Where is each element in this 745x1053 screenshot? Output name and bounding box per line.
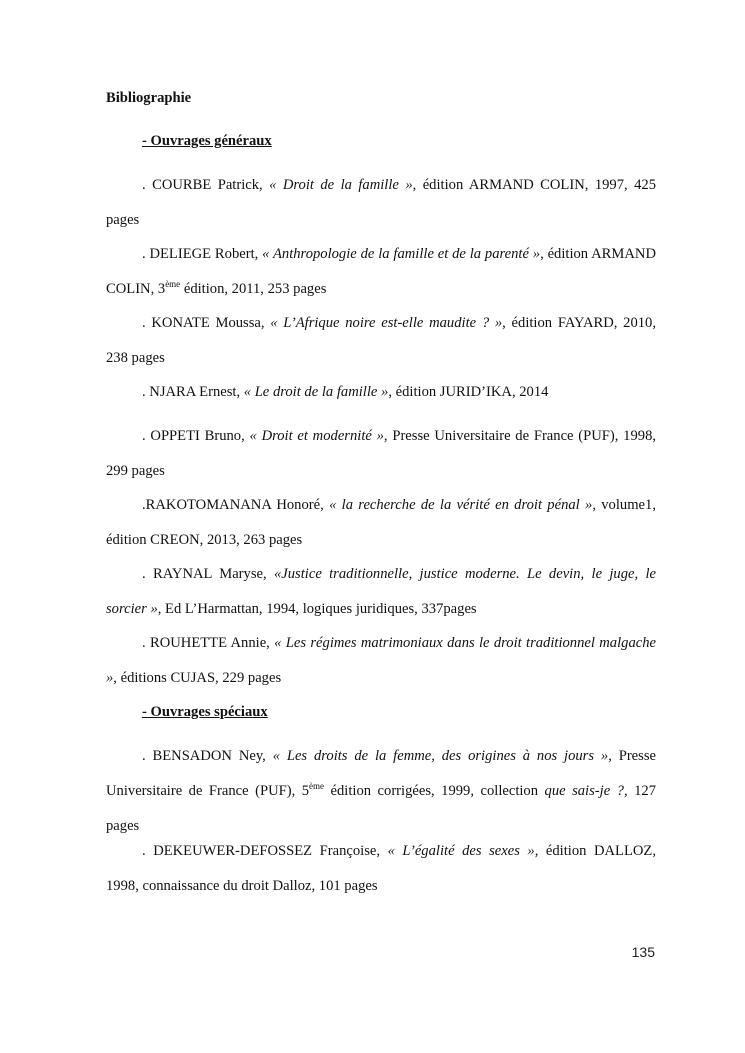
section-title-general: - Ouvrages généraux: [142, 133, 272, 149]
page-number: 135: [631, 944, 655, 960]
bibliography-entry: . COURBE Patrick, « Droit de la famille », édition ARMAND COLIN, 1997, 425 pages: [106, 177, 656, 228]
page-heading: Bibliographie: [106, 90, 192, 106]
section-title-special: - Ouvrages spéciaux: [142, 704, 268, 720]
bibliography-entry: . DEKEUWER-DEFOSSEZ Françoise, « L’égalité des sexes », édition DALLOZ, 1998, connaissance du droit Dalloz, 101 pages: [106, 843, 656, 894]
bibliography-entry: . DELIEGE Robert, « Anthropologie de la famille et de la parenté », édition ARMAND COLIN, 3ème édition, 2011, 253 pages: [106, 246, 657, 297]
bibliography-entry: . OPPETI Bruno, « Droit et modernité », Presse Universitaire de France (PUF), 1998, 299 pages: [106, 428, 657, 479]
bibliography-entry: . KONATE Moussa, « L’Afrique noire est-elle maudite ? », édition FAYARD, 2010, 238 pages: [106, 315, 656, 366]
bibliography-entry: . BENSADON Ney, « Les droits de la femme, des origines à nos jours », Presse Universitaire de France (PUF), 5ème édition corrigées, 1999, collection que sais-je ?, 127 pages: [106, 748, 656, 834]
bibliography-entry: . RAYNAL Maryse, «Justice traditionnelle, justice moderne. Le devin, le juge, le sorcier », Ed L’Harmattan, 1994, logiques juridiques, 337pages: [106, 566, 657, 617]
bibliography-entry: . ROUHETTE Annie, « Les régimes matrimoniaux dans le droit traditionnel malgache », éditions CUJAS, 229 pages: [106, 635, 656, 686]
bibliography-entry: . NJARA Ernest, « Le droit de la famille », édition JURID’IKA, 2014: [142, 384, 549, 400]
bibliography-entry: .RAKOTOMANANA Honoré, « la recherche de la vérité en droit pénal », volume1, édition CREON, 2013, 263 pages: [106, 497, 656, 548]
